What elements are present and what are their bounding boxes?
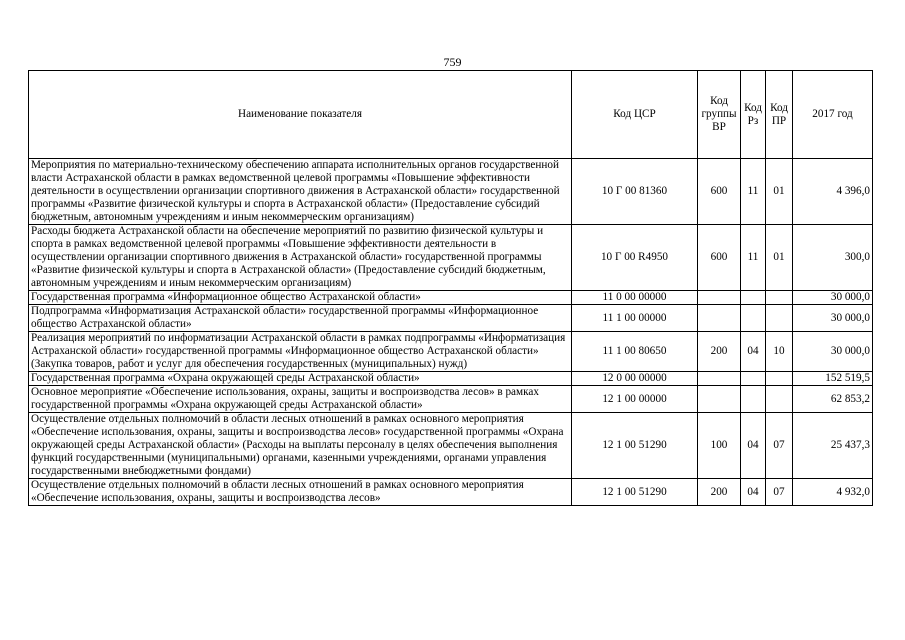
table-row bbox=[29, 159, 873, 225]
table-header-row bbox=[29, 71, 873, 159]
row-pr bbox=[766, 372, 793, 386]
row-rz: 04 bbox=[741, 479, 766, 506]
table-row bbox=[29, 305, 873, 332]
row-vr: 600 bbox=[698, 159, 741, 225]
header-rz: Код Рз bbox=[741, 71, 766, 159]
row-pr bbox=[766, 291, 793, 305]
row-amount: 25 437,3 bbox=[793, 413, 873, 479]
row-rz bbox=[741, 386, 766, 413]
row-csr: 12 0 00 00000 bbox=[572, 372, 698, 386]
row-pr: 01 bbox=[766, 225, 793, 291]
row-pr: 01 bbox=[766, 159, 793, 225]
budget-table bbox=[28, 70, 873, 506]
row-csr: 11 1 00 00000 bbox=[572, 305, 698, 332]
row-rz bbox=[741, 291, 766, 305]
page-number: 759 bbox=[443, 55, 462, 69]
row-vr bbox=[698, 291, 741, 305]
row-csr: 12 1 00 51290 bbox=[572, 479, 698, 506]
row-rz bbox=[741, 305, 766, 332]
row-name: Осуществление отдельных полномочий в области лесных отношений в рамках основного мероприятия «Обеспечение использования, охраны, защиты и воспроизводства лесов» bbox=[29, 479, 572, 506]
row-name: Осуществление отдельных полномочий в области лесных отношений в рамках основного мероприятия «Обеспечение использования, охраны, защиты и воспроизводства лесов» государственной программы «Охрана окружающей среды Астраханской области» (Расходы на выплаты персоналу в целях обеспечения выполнения функций государственными (муниципальными) органами, казенными учреждениями, органами управления государственными внебюджетными фондами) bbox=[29, 413, 572, 479]
row-amount: 30 000,0 bbox=[793, 291, 873, 305]
row-rz: 11 bbox=[741, 225, 766, 291]
row-csr: 10 Г 00 81360 bbox=[572, 159, 698, 225]
row-vr bbox=[698, 386, 741, 413]
row-vr bbox=[698, 305, 741, 332]
row-vr: 600 bbox=[698, 225, 741, 291]
row-amount: 4 396,0 bbox=[793, 159, 873, 225]
row-pr: 10 bbox=[766, 332, 793, 372]
table-row bbox=[29, 413, 873, 479]
row-rz: 04 bbox=[741, 332, 766, 372]
row-amount: 4 932,0 bbox=[793, 479, 873, 506]
row-name: Государственная программа «Охрана окружающей среды Астраханской области» bbox=[29, 372, 572, 386]
row-name: Реализация мероприятий по информатизации Астраханской области в рамках подпрограммы «Информатизация Астраханской области» государственной программы «Информационное общество Астраханской области» (Закупка товаров, работ и услуг для обеспечения государственных (муниципальных) нужд) bbox=[29, 332, 572, 372]
row-name: Мероприятия по материально-техническому обеспечению аппарата исполнительных органов государственной власти Астраханской области в рамках ведомственной целевой программы «Повышение эффективности деятельности в осуществлении организации спортивного движения в Астраханской области» государственной программы «Развитие физической культуры и спорта в Астраханской области» (Предоставление субсидий бюджетным, автономным учреждениям и иным некоммерческим организациям) bbox=[29, 159, 572, 225]
table-row bbox=[29, 225, 873, 291]
row-vr: 200 bbox=[698, 332, 741, 372]
row-name: Основное мероприятие «Обеспечение использования, охраны, защиты и воспроизводства лесов» в рамках государственной программы «Охрана окружающей среды Астраханской области» bbox=[29, 386, 572, 413]
header-vr: Код группы ВР bbox=[698, 71, 741, 159]
row-name: Расходы бюджета Астраханской области на обеспечение мероприятий по развитию физической культуры и спорта в рамках ведомственной целевой программы «Повышение эффективности деятельности в осуществлении организации спортивного движения в Астраханской области» государственной программы «Развитие физической культуры и спорта в Астраханской области» (Предоставление субсидий бюджетным, автономным учреждениям и иным некоммерческим организациям) bbox=[29, 225, 572, 291]
row-amount: 300,0 bbox=[793, 225, 873, 291]
row-pr bbox=[766, 305, 793, 332]
row-amount: 30 000,0 bbox=[793, 332, 873, 372]
row-vr: 100 bbox=[698, 413, 741, 479]
row-rz: 04 bbox=[741, 413, 766, 479]
row-csr: 12 1 00 00000 bbox=[572, 386, 698, 413]
table-row bbox=[29, 479, 873, 506]
header-name: Наименование показателя bbox=[29, 71, 572, 159]
row-amount: 30 000,0 bbox=[793, 305, 873, 332]
row-name: Подпрограмма «Информатизация Астраханской области» государственной программы «Информационное общество Астраханской области» bbox=[29, 305, 572, 332]
table-row bbox=[29, 386, 873, 413]
row-pr: 07 bbox=[766, 413, 793, 479]
row-rz: 11 bbox=[741, 159, 766, 225]
row-name: Государственная программа «Информационное общество Астраханской области» bbox=[29, 291, 572, 305]
row-vr bbox=[698, 372, 741, 386]
header-amount: 2017 год bbox=[793, 71, 873, 159]
row-csr: 10 Г 00 R4950 bbox=[572, 225, 698, 291]
row-vr: 200 bbox=[698, 479, 741, 506]
header-csr: Код ЦСР bbox=[572, 71, 698, 159]
row-csr: 12 1 00 51290 bbox=[572, 413, 698, 479]
row-rz bbox=[741, 372, 766, 386]
row-amount: 62 853,2 bbox=[793, 386, 873, 413]
row-pr bbox=[766, 386, 793, 413]
table-row bbox=[29, 291, 873, 305]
row-pr: 07 bbox=[766, 479, 793, 506]
table-row bbox=[29, 372, 873, 386]
header-pr: Код ПР bbox=[766, 71, 793, 159]
table-row bbox=[29, 332, 873, 372]
row-csr: 11 0 00 00000 bbox=[572, 291, 698, 305]
row-amount: 152 519,5 bbox=[793, 372, 873, 386]
row-csr: 11 1 00 80650 bbox=[572, 332, 698, 372]
